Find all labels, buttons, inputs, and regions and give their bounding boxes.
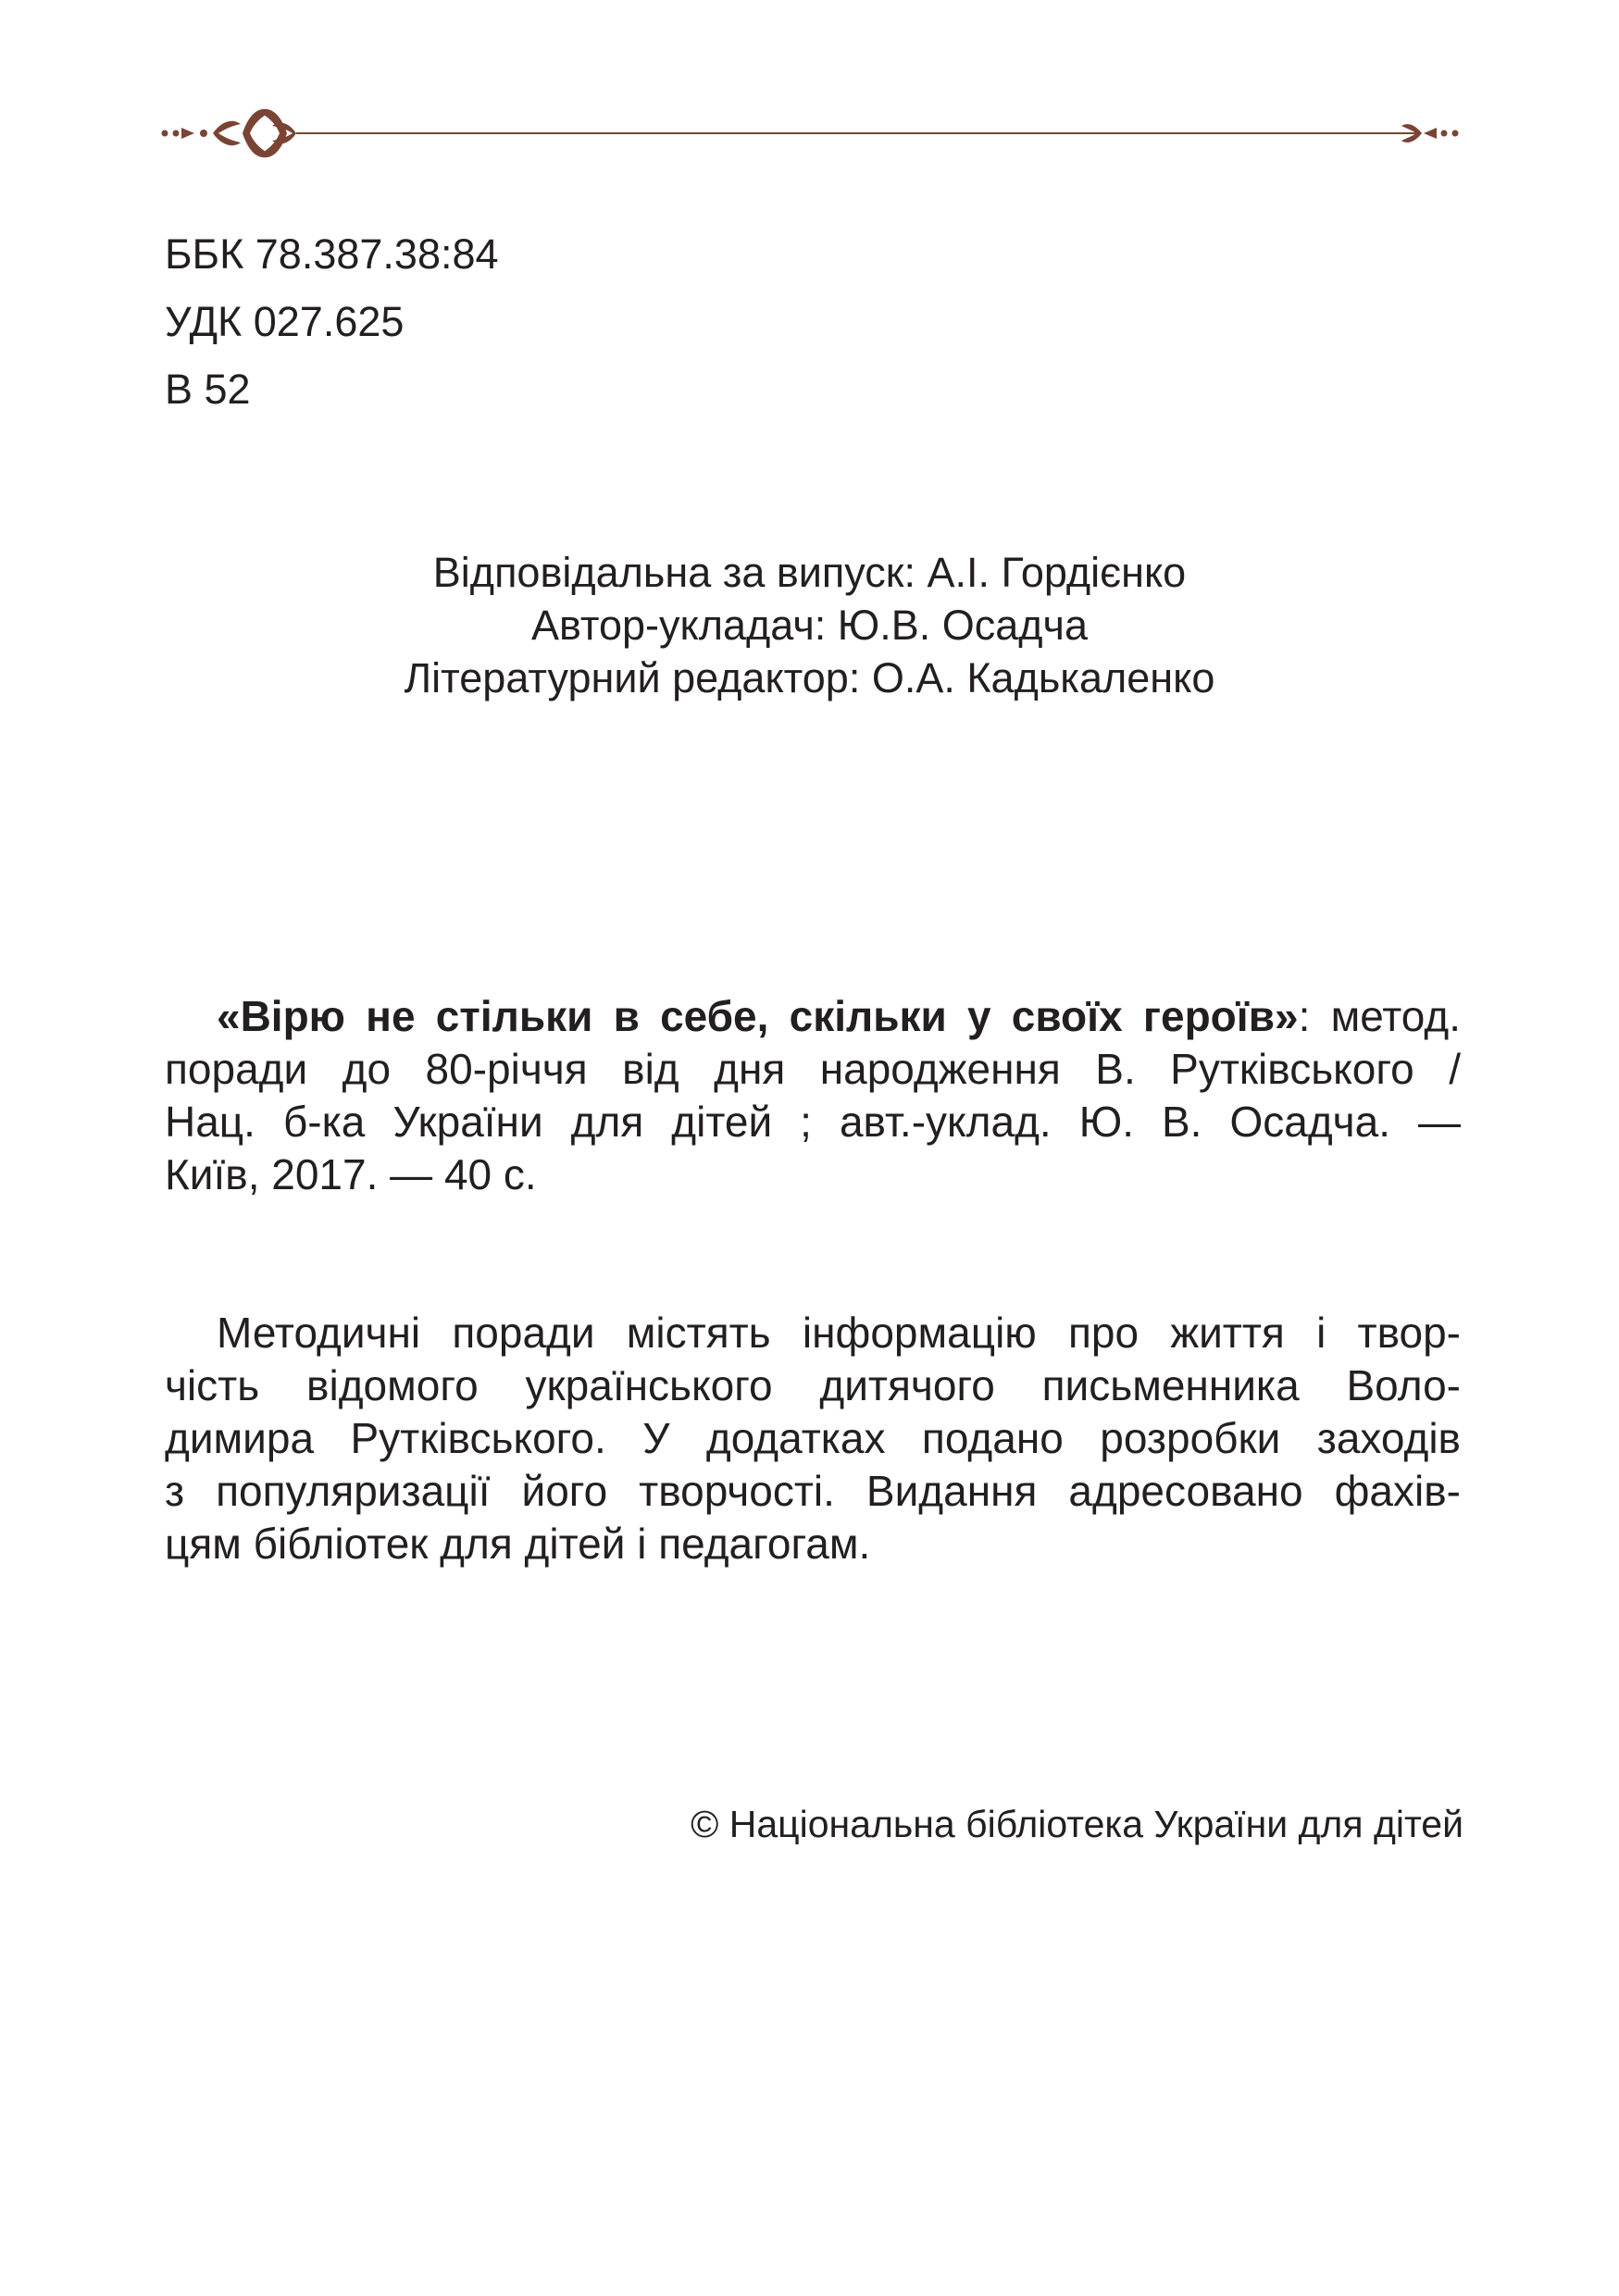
copyright-notice: © Національна бібліотека України для дітей xyxy=(691,1803,1463,1845)
author-mark: В 52 xyxy=(165,366,251,413)
credits-block xyxy=(0,546,1619,704)
udk-code: УДК 027.625 xyxy=(165,298,405,345)
classification-codes xyxy=(165,220,499,423)
annotation xyxy=(165,1307,1461,1570)
bibliographic-line-3: Нац. б-ка України для дітей ; авт.-уклад. Ю. В. Осадча. — xyxy=(165,1098,1461,1146)
bbk-code: ББК 78.387.38:84 xyxy=(165,230,499,278)
bibliographic-description xyxy=(165,990,1461,1201)
annotation-line-5: цям бібліотек для дітей і педагогам. xyxy=(165,1520,871,1568)
annotation-line-4: з популяризації його творчості. Видання адресовано фахів- xyxy=(165,1467,1461,1515)
annotation-line-2: чість відомого українського дитячого письменника Воло- xyxy=(165,1361,1461,1409)
bibliographic-line-4: Київ, 2017. — 40 с. xyxy=(165,1150,537,1198)
book-title: «Вірю не стільки в себе, скільки у своїх героїв» xyxy=(217,992,1299,1040)
responsible-person: Відповідальна за випуск: А.І. Гордієнко xyxy=(432,549,1187,596)
compiler: Автор-укладач: Ю.В. Осадча xyxy=(530,602,1089,649)
annotation-line-3: димира Рутківського. У додатках подано розробки заходів xyxy=(165,1414,1461,1462)
annotation-line-1: Методичні поради містять інформацію про життя і твор- xyxy=(217,1309,1461,1357)
bibliographic-line-1 xyxy=(165,990,1461,1043)
bibliographic-line-2: поради до 80-річчя від дня народження В. Рутківського / xyxy=(165,1045,1461,1093)
literary-editor: Літературний редактор: О.А. Кадькаленко xyxy=(404,654,1215,701)
decorative-ornament-divider xyxy=(157,104,1463,163)
bibliographic-text: : метод. xyxy=(1298,992,1461,1040)
